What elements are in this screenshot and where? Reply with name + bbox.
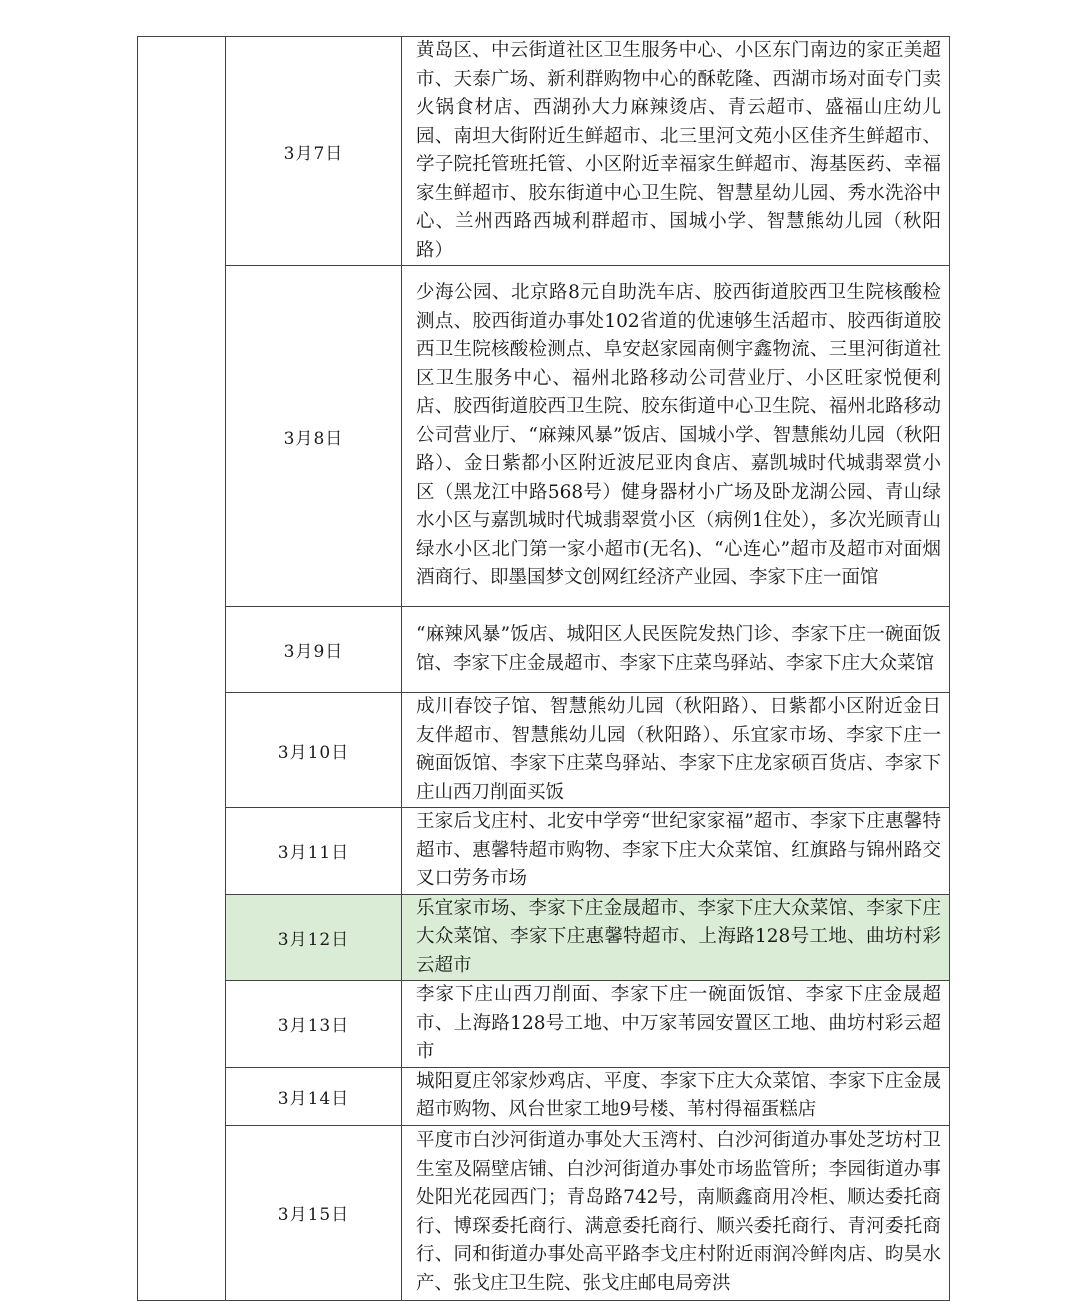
places-cell: 黄岛区、中云街道社区卫生服务中心、小区东门南边的家正美超市、天泰广场、新利群购物中心的酥乾隆、西湖市场对面专门卖火锅食材店、西湖孙大力麻辣烫店、青云超市、盛福山庄幼儿园、南坦大街附近生鲜超市、北三里河文苑小区佳齐生鲜超市、学子院托管班托管、小区附近幸福家生鲜超市、海基医药、幸福家生鲜超市、胶东街道中心卫生院、智慧星幼儿园、秀水洗浴中心、兰州西路西城利群超市、国城小学、智慧熊幼儿园（秋阳路） [402,37,950,266]
places-cell: 李家下庄山西刀削面、李家下庄一碗面饭馆、李家下庄金晟超市、上海路128号工地、中万家苇园安置区工地、曲坊村彩云超市 [402,981,950,1068]
table-row [138,693,950,808]
date-cell: 3月13日 [226,981,402,1068]
places-cell: 城阳夏庄邻家炒鸡店、平度、李家下庄大众菜馆、李家下庄金晟超市购物、风台世家工地9号楼、苇村得福蛋糕店 [402,1067,950,1125]
date-cell: 3月7日 [226,37,402,266]
places-cell: 乐宜家市场、李家下庄金晟超市、李家下庄大众菜馆、李家下庄大众菜馆、李家下庄惠馨特超市、上海路128号工地、曲坊村彩云超市 [402,894,950,981]
travel-history-table [137,36,950,1301]
table-row-highlighted [138,894,950,981]
table-row [138,1125,950,1300]
date-cell: 3月9日 [226,607,402,693]
table-row [138,607,950,693]
date-cell: 3月15日 [226,1125,402,1300]
date-cell: 3月14日 [226,1067,402,1125]
date-cell: 3月12日 [226,894,402,981]
places-cell: 少海公园、北京路8元自助洗车店、胶西街道胶西卫生院核酸检测点、胶西街道办事处102省道的优速够生活超市、胶西街道胶西卫生院核酸检测点、阜安赵家园南侧宇鑫物流、三里河街道社区卫生服务中心、福州北路移动公司营业厅、小区旺家悦便利店、胶西街道胶西卫生院、胶东街道中心卫生院、福州北路移动公司营业厅、“麻辣风暴”饭店、国城小学、智慧熊幼儿园（秋阳路）、金日紫都小区附近波尼亚肉食店、嘉凯城时代城翡翠赏小区（黑龙江中路568号）健身器材小广场及卧龙湖公园、青山绿水小区与嘉凯城时代城翡翠赏小区（病例1住处），多次光顾青山绿水小区北门第一家小超市(无名)、“心连心”超市及超市对面烟酒商行、即墨国梦文创网红经济产业园、李家下庄一面馆 [402,266,950,607]
table-row [138,1067,950,1125]
table-row [138,266,950,607]
date-cell: 3月11日 [226,808,402,895]
places-cell: 成川春饺子馆、智慧熊幼儿园（秋阳路）、日紫都小区附近金日友伴超市、智慧熊幼儿园（秋阳路）、乐宜家市场、李家下庄一碗面饭馆、李家下庄菜鸟驿站、李家下庄龙家硕百货店、李家下庄山西刀削面买饭 [402,693,950,808]
places-cell: 王家后戈庄村、北安中学旁“世纪家家福”超市、李家下庄惠馨特超市、惠馨特超市购物、李家下庄大众菜馆、红旗路与锦州路交叉口劳务市场 [402,808,950,895]
places-cell: “麻辣风暴”饭店、城阳区人民医院发热门诊、李家下庄一碗面饭馆、李家下庄金晟超市、李家下庄菜鸟驿站、李家下庄大众菜馆 [402,607,950,693]
table-row [138,808,950,895]
table-row [138,981,950,1068]
date-cell: 3月8日 [226,266,402,607]
blank-column-cell [138,37,226,1301]
date-cell: 3月10日 [226,693,402,808]
table-row [138,37,950,266]
places-cell: 平度市白沙河街道办事处大玉湾村、白沙河街道办事处芝坊村卫生室及隔壁店铺、白沙河街道办事处市场监管所；李园街道办事处阳光花园西门；青岛路742号，南顺鑫商用冷柜、顺达委托商行、博琛委托商行、满意委托商行、顺兴委托商行、青河委托商行、同和街道办事处高平路李戈庄村附近雨润冷鲜肉店、昀昊水产、张戈庄卫生院、张戈庄邮电局旁洪 [402,1125,950,1300]
